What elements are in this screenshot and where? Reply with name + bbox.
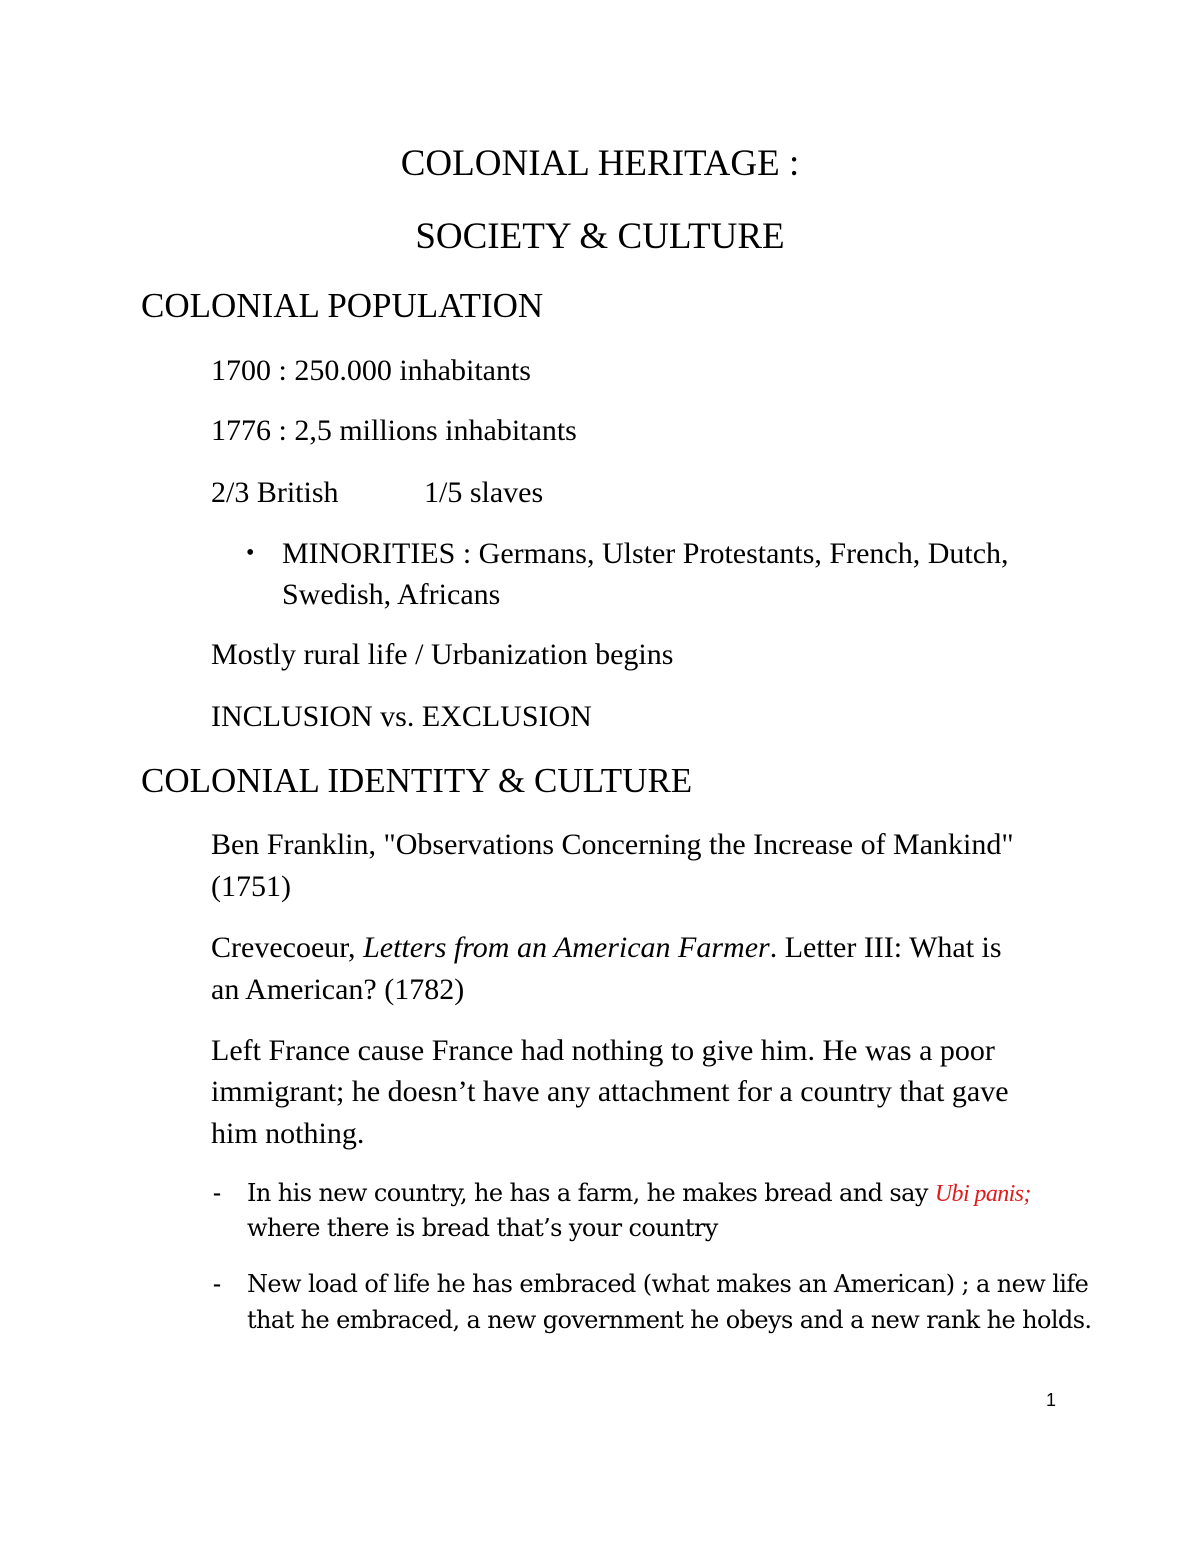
- section-heading-population: COLONIAL POPULATION: [141, 286, 544, 325]
- crevecoeur-line2: an American? (1782): [211, 973, 465, 1006]
- inclusion-exclusion: INCLUSION vs. EXCLUSION: [211, 700, 592, 733]
- crevecoeur-book-title: Letters from an American Farmer: [363, 931, 770, 964]
- ratio-british: 2/3 British: [211, 476, 339, 509]
- rural-life: Mostly rural life / Urbanization begins: [211, 638, 674, 671]
- document-title-line1: COLONIAL HERITAGE :: [400, 143, 800, 184]
- bullet-icon: •: [246, 540, 255, 566]
- item1-line2: where there is bread that’s your country: [247, 1214, 718, 1242]
- item1-line1: [247, 1175, 1031, 1212]
- document-title-line2: SOCIETY & CULTURE: [415, 216, 785, 257]
- paragraph-line3: him nothing.: [211, 1117, 365, 1150]
- ratio-slaves: 1/5 slaves: [424, 476, 544, 509]
- minorities-line1: MINORITIES : Germans, Ulster Protestants, French, Dutch,: [282, 537, 1009, 570]
- page-number: 1: [1046, 1390, 1057, 1410]
- crevecoeur-line1: [211, 927, 1002, 969]
- minorities-line2: Swedish, Africans: [282, 578, 501, 611]
- dash-marker: -: [213, 1271, 221, 1297]
- paragraph-line2: immigrant; he doesn’t have any attachment for a country that gave: [211, 1075, 1009, 1108]
- item2-line2: that he embraced, a new government he obeys and a new rank he holds.: [247, 1306, 1092, 1334]
- dash-marker: -: [213, 1180, 221, 1206]
- crevecoeur-suffix: . Letter III: What is: [769, 931, 1002, 964]
- paragraph-line1: Left France cause France had nothing to give him. He was a poor: [211, 1034, 995, 1067]
- franklin-line2: (1751): [211, 870, 291, 903]
- ubi-panis-highlight: Ubi panis;: [934, 1181, 1031, 1207]
- population-1776: 1776 : 2,5 millions inhabitants: [211, 414, 577, 447]
- population-1700: 1700 : 250.000 inhabitants: [211, 354, 531, 387]
- item2-line1: New load of life he has embraced (what makes an American) ; a new life: [247, 1270, 1089, 1298]
- crevecoeur-prefix: Crevecoeur,: [211, 931, 364, 964]
- section-heading-identity: COLONIAL IDENTITY & CULTURE: [141, 761, 693, 800]
- item1-line1-text: In his new country, he has a farm, he makes bread and say: [247, 1179, 935, 1207]
- franklin-line1: Ben Franklin, "Observations Concerning the Increase of Mankind": [211, 828, 1014, 861]
